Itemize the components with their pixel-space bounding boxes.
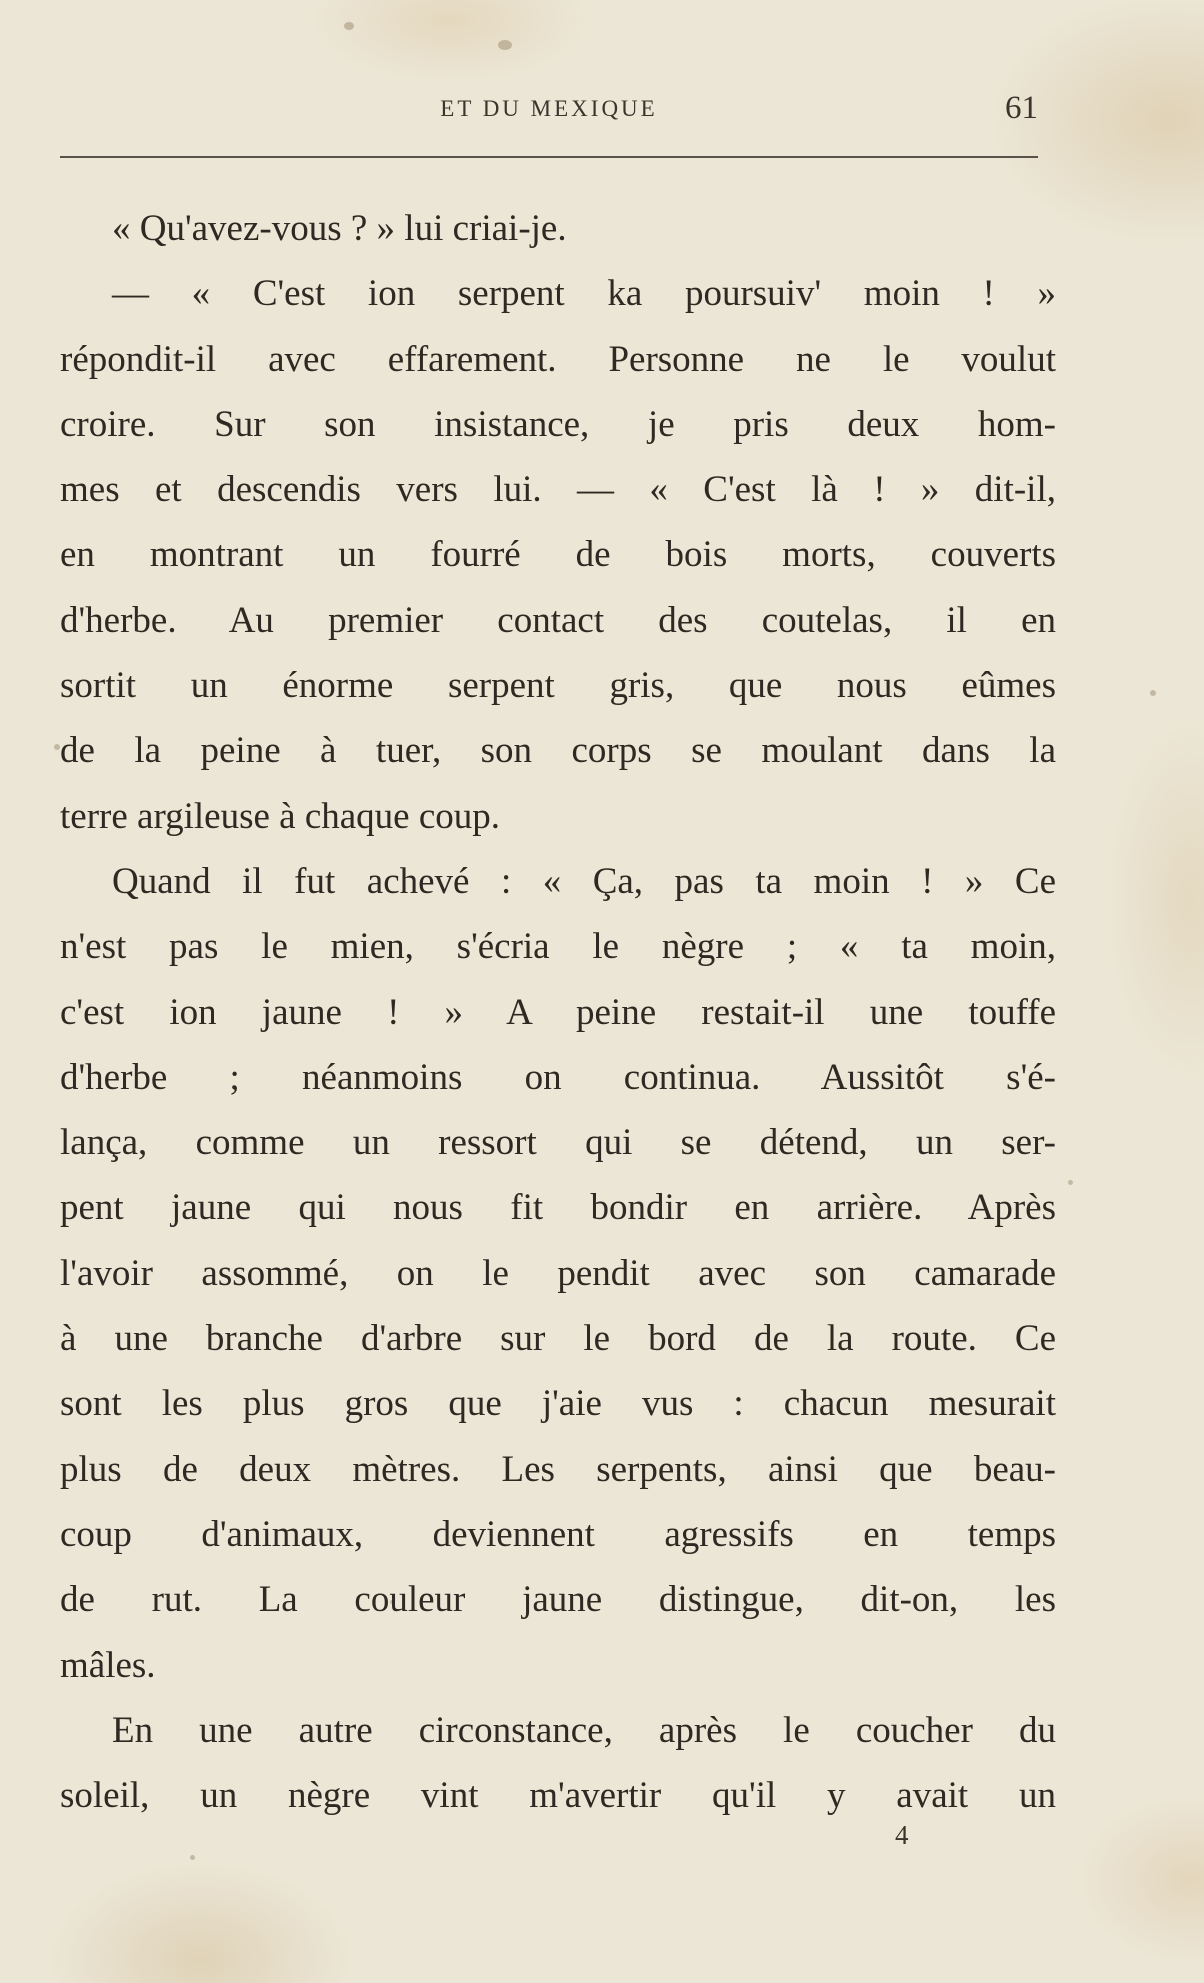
text-line: pent jaune qui nous fit bondir en arrière. Après xyxy=(60,1187,1056,1229)
signature-mark: 4 xyxy=(895,1820,909,1850)
text-line: coup d'animaux, deviennent agressifs en temps xyxy=(60,1513,1056,1555)
text-line: répondit-il avec effarement. Personne ne le voulut xyxy=(60,338,1056,380)
text-line: mâles. xyxy=(60,1644,156,1686)
header-rule xyxy=(60,156,1038,158)
text-line: c'est ion jaune ! » A peine restait-il une touffe xyxy=(60,991,1056,1033)
text-line: n'est pas le mien, s'écria le nègre ; « ta moin, xyxy=(60,926,1056,968)
text-line: à une branche d'arbre sur le bord de la route. Ce xyxy=(60,1318,1056,1360)
text-line: En une autre circonstance, après le coucher du xyxy=(112,1709,1056,1751)
text-line: croire. Sur son insistance, je pris deux hom- xyxy=(60,403,1056,445)
text-line: « Qu'avez-vous ? » lui criai-je. xyxy=(112,208,567,249)
text-line: Quand il fut achevé : « Ça, pas ta moin ! » Ce xyxy=(112,860,1056,902)
page-number: 61 xyxy=(1005,90,1038,126)
text-line: l'avoir assommé, on le pendit avec son camarade xyxy=(60,1252,1056,1294)
paper-speck xyxy=(1150,690,1156,696)
text-line: sont les plus gros que j'aie vus : chacun mesurait xyxy=(60,1383,1056,1425)
text-line: d'herbe ; néanmoins on continua. Aussitôt s'é- xyxy=(60,1056,1056,1098)
paper-speck xyxy=(1068,1180,1073,1185)
text-line: de rut. La couleur jaune distingue, dit-on, les xyxy=(60,1579,1056,1621)
text-line: soleil, un nègre vint m'avertir qu'il y avait un xyxy=(60,1775,1056,1817)
paper-speck xyxy=(344,22,354,30)
text-line: en montrant un fourré de bois morts, couverts xyxy=(60,534,1056,576)
page-header xyxy=(60,92,1038,132)
text-line: sortit un énorme serpent gris, que nous eûmes xyxy=(60,665,1056,707)
text-line: lança, comme un ressort qui se détend, un ser- xyxy=(60,1122,1056,1164)
text-line: d'herbe. Au premier contact des coutelas, il en xyxy=(60,599,1056,641)
text-line: plus de deux mètres. Les serpents, ainsi que beau- xyxy=(60,1448,1056,1490)
body-text xyxy=(60,196,1056,1828)
text-line: — « C'est ion serpent ka poursuiv' moin ! » xyxy=(112,273,1056,315)
text-line: terre argileuse à chaque coup. xyxy=(60,795,501,837)
running-head: ET DU MEXIQUE xyxy=(440,96,658,121)
paper-speck xyxy=(190,1855,195,1860)
paper-speck xyxy=(498,40,512,50)
text-line: mes et descendis vers lui. — « C'est là ! » dit-il, xyxy=(60,469,1056,511)
text-line: de la peine à tuer, son corps se moulant dans la xyxy=(60,730,1056,772)
